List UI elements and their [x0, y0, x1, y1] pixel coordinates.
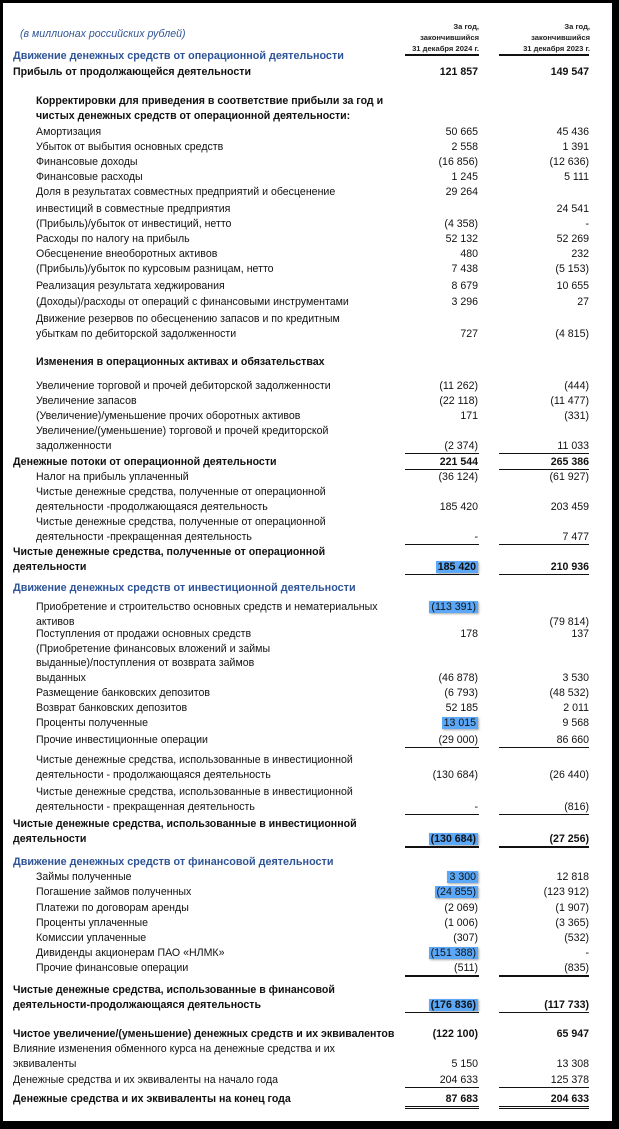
value-2024: 50 665: [445, 126, 478, 138]
total-rule: [499, 975, 589, 977]
value-2024: (130 684): [432, 769, 478, 781]
highlighted-value-2024: (113 391): [431, 601, 476, 613]
row-label: Расходы по налогу на прибыль: [36, 233, 190, 245]
row-label: деятельности: [13, 833, 87, 845]
total-rule: [405, 544, 479, 545]
value-cell: [402, 379, 478, 394]
value-2023: 9 568: [562, 717, 589, 729]
value-cell: [402, 768, 478, 783]
value-cell: [402, 125, 478, 140]
value-2024: 8 679: [451, 280, 478, 292]
value-cell: [402, 470, 478, 485]
value-2024: 5 150: [451, 1058, 478, 1070]
value-cell: [402, 800, 478, 815]
row-label: убыткам по дебиторской задолженности: [36, 328, 237, 340]
value-2023: (123 912): [543, 886, 589, 898]
value-cell: [402, 279, 478, 294]
value-2023: -: [585, 218, 589, 230]
row-label: деятельности-продолжающаяся деятельность: [13, 999, 262, 1011]
total-rule: [405, 1012, 479, 1013]
value-cell: [509, 916, 589, 931]
row-label: Убыток от выбытия основных средств: [36, 141, 224, 153]
total-rule: [499, 574, 589, 575]
value-cell: [509, 170, 589, 185]
value-2024: -: [474, 531, 478, 543]
value-2024: (1 006): [444, 917, 478, 929]
value-2023: (12 636): [549, 156, 589, 168]
value-2023: (11 477): [550, 395, 589, 407]
value-cell: [402, 455, 478, 470]
value-2023: (816): [564, 801, 589, 813]
value-2023: (331): [564, 410, 589, 422]
value-cell: [509, 961, 589, 976]
value-cell: [509, 217, 589, 232]
row-label: Амортизация: [36, 126, 102, 138]
value-2024: 7 438: [451, 263, 478, 275]
value-2023: 232: [571, 248, 589, 260]
value-cell: [402, 946, 478, 961]
row-label: деятельности -продолжающаяся деятельность: [36, 501, 268, 513]
value-2024: 52 132: [445, 233, 478, 245]
total-rule: [405, 814, 479, 815]
row-label: Движение резервов по обесценению запасов и по кредитным: [36, 313, 340, 325]
value-2024: 185 420: [439, 501, 478, 513]
value-2024: 171: [460, 410, 478, 422]
value-cell: [402, 733, 478, 748]
value-cell: [402, 716, 478, 731]
row-label: (Приобретение финансовых вложений и займы: [36, 643, 271, 655]
value-2023: (532): [564, 932, 589, 944]
row-label: Комиссии уплаченные: [36, 932, 147, 944]
value-cell: [509, 247, 589, 262]
value-2023: 86 660: [556, 734, 589, 746]
value-cell: [402, 394, 478, 409]
row-label: (Увеличение)/уменьшение прочих оборотных активов: [36, 410, 301, 422]
value-cell: [509, 279, 589, 294]
total-rule: [499, 544, 589, 545]
value-cell: [402, 185, 478, 200]
total-rule: [499, 469, 589, 470]
value-cell: [509, 701, 589, 716]
value-2024: (29 000): [438, 734, 478, 746]
row-label: Прибыль от продолжающейся деятельности: [13, 66, 251, 78]
total-rule: [499, 453, 589, 454]
value-cell: [509, 901, 589, 916]
value-cell: [509, 232, 589, 247]
value-2024: (22 118): [439, 395, 478, 407]
value-2023: 7 477: [562, 531, 589, 543]
row-label: Движение денежных средств от инвестиционной деятельности: [13, 582, 356, 594]
value-cell: [509, 832, 589, 847]
value-2023: 1 391: [562, 141, 589, 153]
row-label: Дивиденды акционерам ПАО «НЛМК»: [36, 947, 225, 959]
row-label: Возврат банковских депозитов: [36, 702, 188, 714]
value-cell: [402, 262, 478, 277]
value-2023: 27: [577, 296, 589, 308]
value-cell: [509, 671, 589, 686]
value-cell: [509, 998, 589, 1013]
row-label: Корректировки для приведения в соответствие прибыли за год и: [36, 95, 384, 107]
highlighted-value-2024: (130 684): [430, 833, 476, 845]
row-label: Увеличение/(уменьшение) торговой и прочей кредиторской: [36, 425, 329, 437]
total-rule: [405, 453, 479, 454]
row-label: Денежные средства и их эквиваленты на конец года: [13, 1093, 291, 1105]
row-label: Налог на прибыль уплаченный: [36, 471, 189, 483]
value-2023: (61 927): [549, 471, 589, 483]
value-cell: [402, 295, 478, 310]
value-cell: [509, 379, 589, 394]
total-rule: [405, 1087, 479, 1088]
value-cell: [509, 931, 589, 946]
value-cell: [509, 1092, 589, 1107]
row-label: активов: [36, 616, 75, 628]
total-rule: [499, 1106, 589, 1109]
row-label: Доля в результатах совместных предприятий и обесценение: [36, 186, 336, 198]
row-label: Размещение банковских депозитов: [36, 687, 211, 699]
value-2024: -: [474, 801, 478, 813]
highlighted-value-2024: (24 855): [436, 886, 476, 898]
value-cell: [509, 1073, 589, 1088]
row-label: Поступления от продажи основных средств: [36, 628, 252, 640]
row-label: (Доходы)/расходы от операций с финансовыми инструментами: [36, 296, 349, 308]
value-2023: (26 440): [549, 769, 589, 781]
value-2023: 265 386: [550, 456, 589, 468]
highlighted-value-2024: (151 388): [430, 947, 476, 959]
row-label: Приобретение и строительство основных средств и нематериальных: [36, 601, 378, 613]
value-2024: 727: [460, 328, 478, 340]
value-2023: -: [585, 947, 589, 959]
value-2023: (835): [564, 962, 589, 974]
row-label: Финансовые доходы: [36, 156, 138, 168]
row-label: Чистое увеличение/(уменьшение) денежных средств и их эквивалентов: [13, 1028, 395, 1040]
value-cell: [402, 600, 478, 615]
total-rule: [405, 747, 479, 748]
value-cell: [402, 232, 478, 247]
value-cell: [402, 327, 478, 342]
value-2023: 3 530: [562, 672, 589, 684]
value-cell: [509, 327, 589, 342]
row-label: выданных: [36, 672, 86, 684]
value-2024: (6 793): [444, 687, 478, 699]
value-2024: 3 296: [451, 296, 478, 308]
value-2024: 221 544: [439, 456, 478, 468]
value-cell: [509, 65, 589, 80]
row-label: Обесценение внеоборотных активов: [36, 248, 218, 260]
row-label: Прочие финансовые операции: [36, 962, 189, 974]
value-2024: 480: [460, 248, 478, 260]
value-cell: [509, 1027, 589, 1042]
value-cell: [509, 768, 589, 783]
value-2023: 125 378: [550, 1074, 589, 1086]
value-2024: (122 100): [432, 1028, 478, 1040]
value-cell: [402, 409, 478, 424]
total-rule: [499, 747, 589, 748]
total-rule: [499, 1087, 589, 1088]
total-rule: [405, 469, 479, 470]
row-label: Чистые денежные средства, использованные в инвестиционной: [36, 754, 353, 766]
value-cell: [509, 1057, 589, 1072]
value-cell: [509, 140, 589, 155]
value-cell: [509, 202, 589, 217]
value-cell: [402, 832, 478, 847]
row-label: Влияние изменения обменного курса на денежные средства и их: [13, 1043, 335, 1055]
value-2024: (46 878): [438, 672, 478, 684]
value-2024: (2 069): [444, 902, 478, 914]
value-2023: 45 436: [556, 126, 589, 138]
total-rule: [499, 814, 589, 815]
header-underline-2023: [499, 54, 589, 56]
total-rule: [405, 1106, 479, 1109]
row-label: деятельности - продолжающаяся деятельность: [36, 769, 271, 781]
value-cell: [402, 916, 478, 931]
row-label: Реализация результата хеджирования: [36, 280, 225, 292]
value-2024: 204 633: [439, 1074, 478, 1086]
value-2023: 210 936: [550, 561, 589, 573]
value-2024: 87 683: [445, 1093, 478, 1105]
value-2023: 204 633: [550, 1093, 589, 1105]
value-2024: (36 124): [438, 471, 478, 483]
value-2024: (2 374): [444, 440, 478, 452]
value-2023: 11 033: [557, 440, 589, 452]
column-header-2023: За год, закончившийся 31 декабря 2023 г.: [523, 22, 590, 53]
row-label: Чистые денежные средства, полученные от операционной: [36, 516, 326, 528]
value-2023: (5 153): [555, 263, 589, 275]
value-cell: [402, 627, 478, 642]
row-label: Чистые денежные средства, использованные в инвестиционной: [13, 818, 357, 830]
value-2023: 10 655: [556, 280, 589, 292]
row-label: Чистые денежные средства, полученные от операционной: [13, 546, 326, 558]
value-cell: [402, 671, 478, 686]
value-2024: (16 856): [438, 156, 478, 168]
row-label: Проценты полученные: [36, 717, 148, 729]
value-cell: [402, 247, 478, 262]
value-2023: (79 814): [549, 616, 589, 628]
value-2024: 52 185: [445, 702, 478, 714]
document-frame: [3, 3, 612, 1121]
value-2024: (11 262): [439, 380, 478, 392]
row-label: Финансовые расходы: [36, 171, 143, 183]
highlighted-value-2024: 185 420: [437, 561, 476, 573]
total-rule: [499, 1012, 589, 1013]
row-label: (Прибыль)/убыток по курсовым разницам, нетто: [36, 263, 274, 275]
value-cell: [402, 217, 478, 232]
header-underline-2024: [405, 54, 479, 56]
value-cell: [402, 931, 478, 946]
value-cell: [509, 627, 589, 642]
row-label: (Прибыль)/убыток от инвестиций, нетто: [36, 218, 232, 230]
value-2023: 13 308: [556, 1058, 589, 1070]
value-cell: [402, 560, 478, 575]
value-cell: [402, 1027, 478, 1042]
value-cell: [509, 870, 589, 885]
value-2023: (117 733): [544, 999, 589, 1011]
value-2024: 178: [460, 628, 478, 640]
value-cell: [509, 500, 589, 515]
value-cell: [402, 170, 478, 185]
value-cell: [509, 885, 589, 900]
row-label: Чистые денежные средства, использованные в инвестиционной: [36, 786, 353, 798]
value-cell: [509, 946, 589, 961]
value-2023: 65 947: [556, 1028, 589, 1040]
value-2024: (511): [454, 962, 478, 974]
total-rule: [499, 846, 589, 848]
value-cell: [509, 470, 589, 485]
value-cell: [509, 716, 589, 731]
total-rule: [405, 975, 479, 977]
value-cell: [402, 500, 478, 515]
row-label: инвестиций в совместные предприятия: [36, 203, 231, 215]
highlighted-value-2024: (176 836): [430, 999, 476, 1011]
value-2024: 29 264: [445, 186, 478, 198]
highlighted-value-2024: 13 015: [443, 717, 476, 729]
value-2023: 12 818: [556, 871, 589, 883]
value-2024: (307): [453, 932, 478, 944]
row-label: чистых денежных средств от операционной деятельности:: [36, 110, 351, 122]
value-2023: 5 111: [564, 171, 589, 183]
value-2023: (27 256): [549, 833, 589, 845]
value-cell: [402, 1057, 478, 1072]
value-cell: [509, 439, 589, 454]
row-label: выданные)/поступления от возврата займов: [36, 657, 255, 669]
row-label: Прочие инвестиционные операции: [36, 734, 208, 746]
row-label: задолженности: [36, 440, 112, 452]
value-2024: 2 558: [451, 141, 478, 153]
value-cell: [509, 733, 589, 748]
total-rule: [405, 846, 479, 848]
value-cell: [402, 885, 478, 900]
value-cell: [402, 439, 478, 454]
value-cell: [402, 155, 478, 170]
value-2023: 52 269: [556, 233, 589, 245]
row-label: Платежи по договорам аренды: [36, 902, 189, 914]
value-cell: [509, 560, 589, 575]
value-cell: [402, 65, 478, 80]
value-cell: [509, 125, 589, 140]
value-cell: [509, 155, 589, 170]
row-label: деятельности -прекращенная деятельность: [36, 531, 252, 543]
row-label: Движение денежных средств от финансовой деятельности: [13, 856, 334, 868]
value-cell: [402, 961, 478, 976]
row-label: Движение денежных средств от операционной деятельности: [13, 50, 344, 62]
value-2023: 203 459: [550, 501, 589, 513]
row-label: Проценты уплаченные: [36, 917, 148, 929]
value-cell: [402, 701, 478, 716]
value-cell: [509, 686, 589, 701]
value-2024: 1 245: [451, 171, 478, 183]
value-2023: 24 541: [556, 203, 589, 215]
value-2023: (48 532): [549, 687, 589, 699]
value-cell: [509, 394, 589, 409]
value-cell: [509, 800, 589, 815]
value-2023: 137: [571, 628, 589, 640]
value-2024: 121 857: [439, 66, 478, 78]
value-cell: [509, 455, 589, 470]
column-header-2024: За год, закончившийся 31 декабря 2024 г.: [412, 22, 479, 53]
value-2023: 2 011: [563, 702, 589, 714]
value-2024: (4 358): [444, 218, 478, 230]
row-label: Погашение займов полученных: [36, 886, 192, 898]
units-note: (в миллионах российских рублей): [20, 28, 186, 40]
row-label: Увеличение торговой и прочей дебиторской задолженности: [36, 380, 331, 392]
value-cell: [402, 686, 478, 701]
value-2023: (1 907): [555, 902, 589, 914]
row-label: Займы полученные: [36, 871, 132, 883]
value-cell: [509, 409, 589, 424]
row-label: деятельности - прекращенная деятельность: [36, 801, 255, 813]
value-cell: [402, 901, 478, 916]
value-cell: [509, 530, 589, 545]
row-label: эквиваленты: [13, 1058, 77, 1070]
row-label: Денежные потоки от операционной деятельности: [13, 456, 277, 468]
value-cell: [509, 295, 589, 310]
value-cell: [402, 530, 478, 545]
value-2023: (444): [564, 380, 589, 392]
row-label: Чистые денежные средства, использованные в финансовой: [13, 984, 335, 996]
value-2023: (4 815): [555, 328, 589, 340]
row-label: деятельности: [13, 561, 87, 573]
row-label: Изменения в операционных активах и обязательствах: [36, 356, 325, 368]
value-cell: [402, 140, 478, 155]
row-label: Денежные средства и их эквиваленты на начало года: [13, 1074, 279, 1086]
row-label: Чистые денежные средства, полученные от операционной: [36, 486, 326, 498]
value-cell: [402, 870, 478, 885]
row-label: Увеличение запасов: [36, 395, 137, 407]
value-2023: (3 365): [555, 917, 589, 929]
value-2023: 149 547: [550, 66, 589, 78]
value-cell: [402, 1073, 478, 1088]
value-cell: [509, 262, 589, 277]
value-cell: [402, 1092, 478, 1107]
total-rule: [405, 574, 479, 575]
highlighted-value-2024: 3 300: [449, 871, 476, 883]
value-cell: [402, 998, 478, 1013]
